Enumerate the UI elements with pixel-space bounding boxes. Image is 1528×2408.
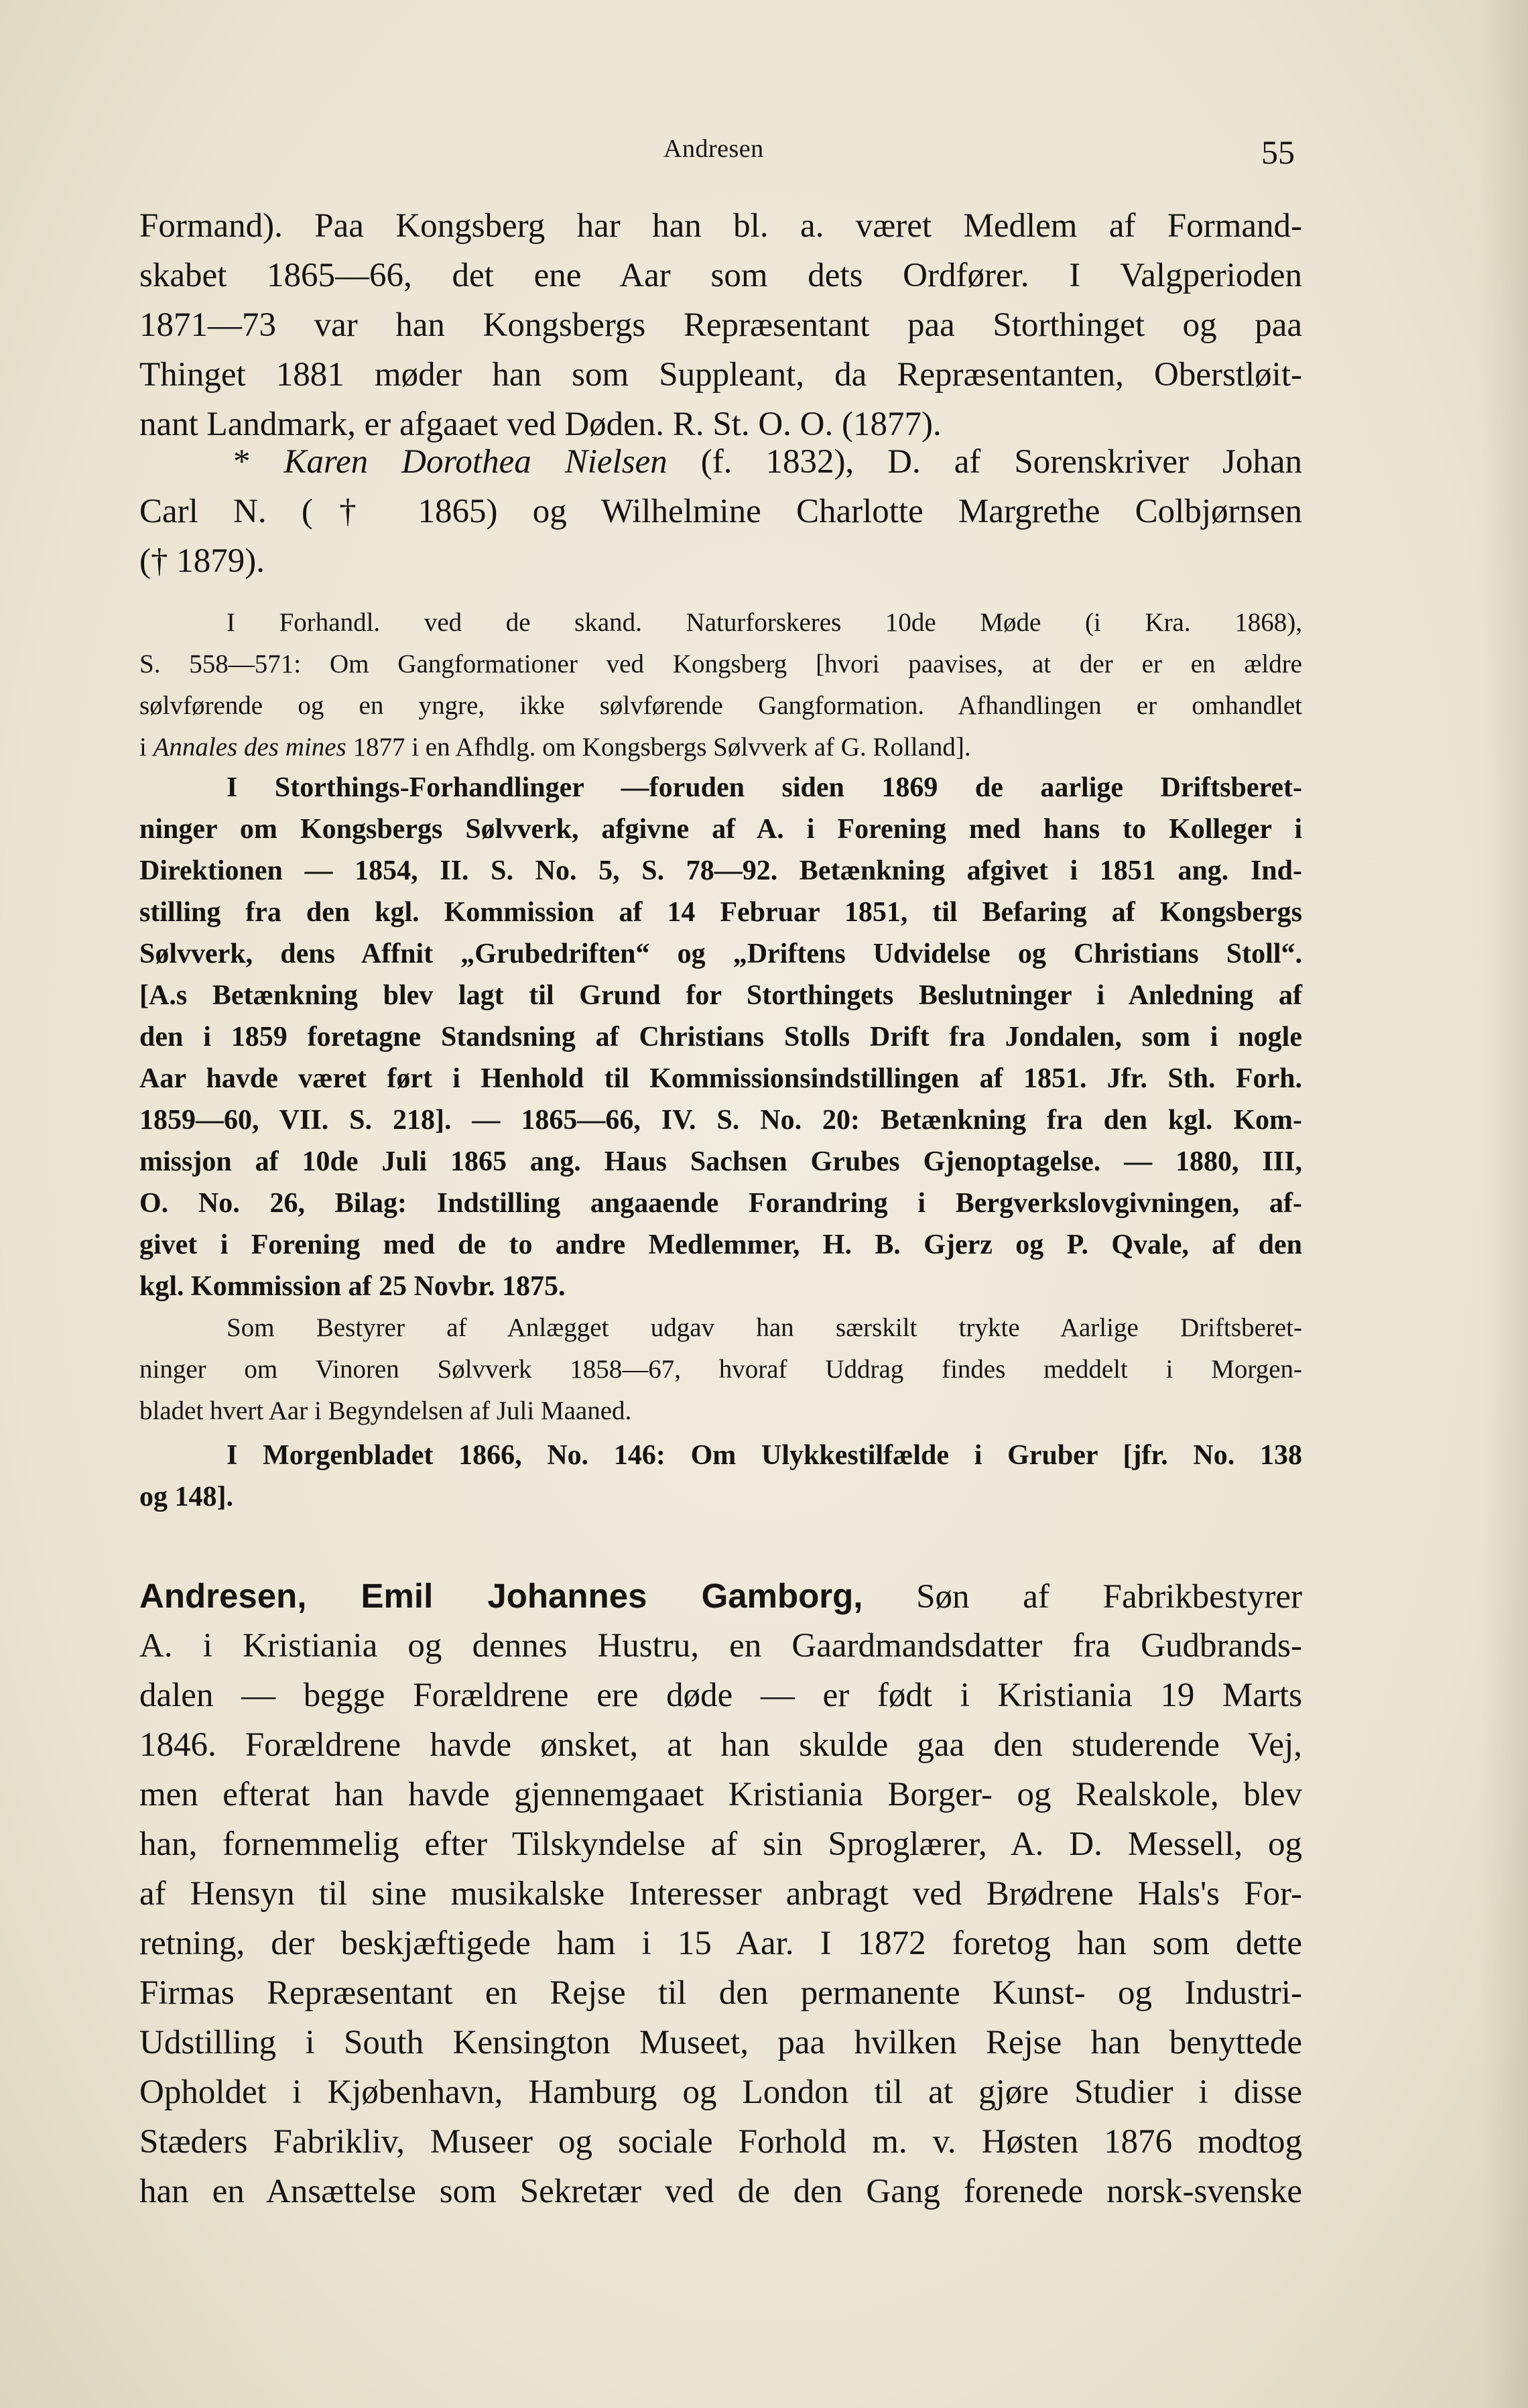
text-line: af Hensyn til sine musikalske Interesser anbragt ved Brødrene Hals's For-: [139, 1875, 1302, 1913]
note-line: sølvførende og en yngre, ikke sølvførende Gangformation. Afhandlingen er omhandlet: [139, 691, 1302, 720]
text-line: han en Ansættelse som Sekretær ved de den Gang forenede norsk-svenske: [139, 2173, 1302, 2210]
text-line: Carl N. († 1865) og Wilhelmine Charlotte Margrethe Colbjørnsen: [139, 493, 1302, 530]
running-head: Andresen: [663, 135, 764, 163]
note-line: [139, 727, 1302, 768]
gothic-line: Sølvverk, dens Affnit „Grubedriften“ og „Driftens Udvidelse og Christians Stoll“.: [139, 939, 1302, 969]
gothic-line: I Morgenbladet 1866, No. 146: Om Ulykkestilfælde i Gruber [jfr. No. 138: [227, 1440, 1302, 1471]
text-line: han, fornemmelig efter Tilskyndelse af sin Sproglærer, A. D. Messell, og: [139, 1825, 1302, 1863]
paragraph-spouse: [139, 437, 1302, 586]
note-line: S. 558—571: Om Gangformationer ved Kongsberg [hvori paavises, at der er en ældre: [139, 650, 1302, 678]
gothic-line: [A.s Betænkning blev lagt til Grund for Storthingets Beslutninger i Anledning af: [139, 980, 1302, 1011]
gothic-line: givet i Forening med de to andre Medlemmer, H. B. Gjerz og P. Qvale, af den: [139, 1229, 1302, 1260]
text-line: nant Landmark, er afgaaet ved Døden. R. St. O. O. (1877).: [139, 406, 942, 443]
gothic-line: missjon af 10de Juli 1865 ang. Haus Sachsen Grubes Gjenoptagelse. — 1880, III,: [139, 1146, 1302, 1177]
spouse-line: [139, 437, 1302, 487]
gothic-line: Direktionen — 1854, II. S. No. 5, S. 78—92. Betænkning afgivet i 1851 ang. Ind-: [139, 855, 1302, 886]
page-number: 55: [1261, 133, 1295, 171]
gothic-line: I Storthings-Forhandlinger —foruden siden 1869 de aarlige Driftsberet-: [227, 772, 1302, 803]
note-line: ninger om Vinoren Sølvverk 1858—67, hvoraf Uddrag findes meddelt i Morgen-: [139, 1355, 1302, 1384]
gothic-line: O. No. 26, Bilag: Indstilling angaaende Forandring i Bergverkslovgivningen, af-: [139, 1188, 1302, 1219]
note-line: Som Bestyrer af Anlægget udgav han særskilt trykte Aarlige Driftsberet-: [227, 1313, 1302, 1342]
note-morgenbladet: [139, 1435, 1302, 1518]
text-line: retning, der beskjæftigede ham i 15 Aar. I 1872 foretog han som dette: [139, 1925, 1302, 1962]
paragraph-career: [139, 201, 1302, 449]
entry-andresen-emil: [139, 1571, 1302, 2216]
note-forhandl: [139, 602, 1302, 768]
text-line: Opholdet i Kjøbenhavn, Hamburg og London til at gjøre Studier i disse: [139, 2073, 1302, 2111]
text-line: skabet 1865—66, det ene Aar som dets Ordfører. I Valgperioden: [139, 257, 1302, 294]
note-vinoren: [139, 1307, 1302, 1432]
text-line: dalen — begge Forældrene ere døde — er født i Kristiania 19 Marts: [139, 1677, 1302, 1714]
gothic-line: og 148].: [139, 1482, 233, 1512]
star-marker: *: [233, 443, 251, 481]
spouse-line-rest: (f. 1832), D. af Sorenskriver Johan: [700, 443, 1302, 481]
text-line: 1846. Forældrene havde ønsket, at han skulde gaa den studerende Vej,: [139, 1726, 1302, 1764]
gothic-line: stilling fra den kgl. Kommission af 14 Februar 1851, til Befaring af Kongsbergs: [139, 897, 1302, 928]
journal-title: Annales des mines: [153, 733, 346, 762]
text-line: Thinget 1881 møder han som Suppleant, da Repræsentanten, Oberstløit-: [139, 356, 1302, 394]
text-line: Firmas Repræsentant en Rejse til den permanente Kunst- og Industri-: [139, 1974, 1302, 2012]
note-line: bladet hvert Aar i Begyndelsen af Juli Maaned.: [139, 1396, 632, 1425]
note-text: i: [139, 733, 147, 762]
note-text: 1877 i en Afhdlg. om Kongsbergs Sølvverk af G. Rolland].: [353, 733, 971, 762]
text-line: 1871—73 var han Kongsbergs Repræsentant paa Storthinget og paa: [139, 306, 1302, 344]
gothic-line: kgl. Kommission af 25 Novbr. 1875.: [139, 1271, 566, 1302]
entry-line-rest: Søn af Fabrikbestyrer: [916, 1578, 1302, 1616]
spouse-name: Karen Dorothea Nielsen: [283, 443, 667, 481]
gothic-line: Aar havde været ført i Henhold til Kommissionsindstillingen af 1851. Jfr. Sth. Forh.: [139, 1063, 1302, 1094]
page-edge-shadow: [1481, 0, 1528, 2408]
text-line: († 1879).: [139, 542, 265, 580]
text-line: men efterat han havde gjennemgaaet Kristiania Borger- og Realskole, blev: [139, 1776, 1302, 1813]
text-line: Stæders Fabrikliv, Museer og sociale Forhold m. v. Høsten 1876 modtog: [139, 2123, 1302, 2161]
text-line: Udstilling i South Kensington Museet, paa hvilken Rejse han benyttede: [139, 2024, 1302, 2061]
text-line: A. i Kristiania og dennes Hustru, en Gaardmandsdatter fra Gudbrands-: [139, 1627, 1302, 1665]
gothic-line: 1859—60, VII. S. 218]. — 1865—66, IV. S. No. 20: Betænkning fra den kgl. Kom-: [139, 1105, 1302, 1136]
entry-first-line: [139, 1571, 1302, 1621]
text-line: Formand). Paa Kongsberg har han bl. a. været Medlem af Formand-: [139, 207, 1302, 245]
entry-name: Andresen, Emil Johannes Gamborg,: [139, 1577, 863, 1615]
note-storthings: [139, 767, 1302, 1307]
note-line: I Forhandl. ved de skand. Naturforskeres 10de Møde (i Kra. 1868),: [227, 608, 1302, 637]
gothic-line: ninger om Kongsbergs Sølvverk, afgivne af A. i Forening med hans to Kolleger i: [139, 814, 1302, 845]
gothic-line: den i 1859 foretagne Standsning af Christians Stolls Drift fra Jondalen, som i nogle: [139, 1022, 1302, 1052]
